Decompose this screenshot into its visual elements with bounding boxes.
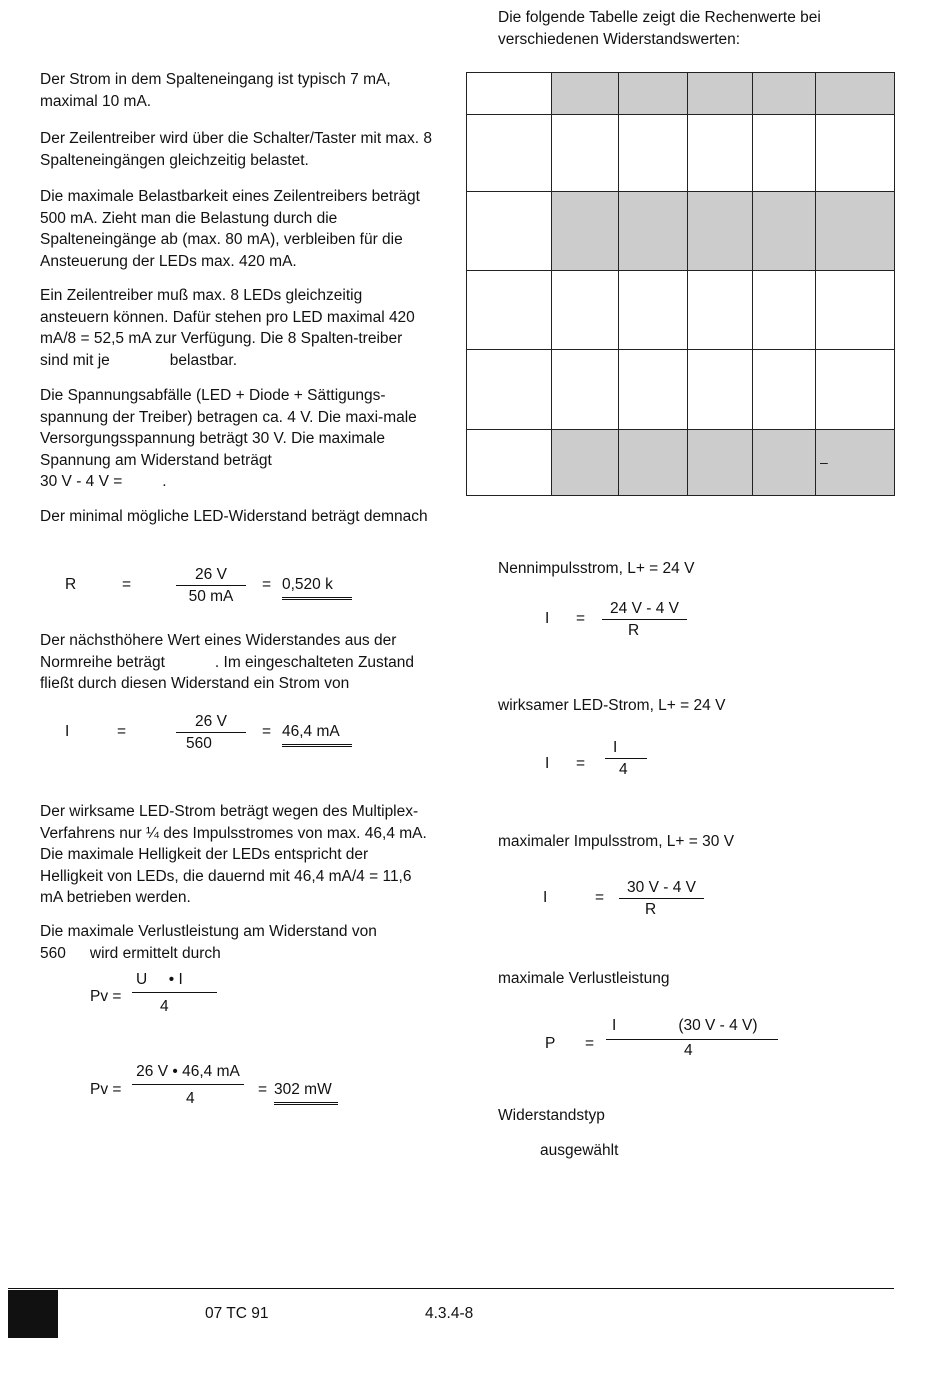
formula-r4-denominator: 4 [684, 1042, 693, 1059]
table-cell [552, 350, 619, 430]
table-cell-dash: – [816, 430, 895, 496]
formula-r-equals: = [122, 576, 132, 593]
table-cell [688, 73, 753, 115]
paragraph-next-value-tail: . Im eingeschalteten Zustand fließt durch diesen Widerstand ein Strom von [40, 653, 414, 692]
resistance-table [466, 72, 895, 496]
formula-pv-numerator: U • I [136, 971, 183, 988]
formula-pv-lhs: Pv = [90, 988, 122, 1005]
formula-r3-numerator: 30 V - 4 V [627, 879, 696, 896]
paragraph-voltage-drops-text: Die Spannungsabfälle (LED + Diode + Sättigungs-spannung der Treiber) betragen ca. 4 V. Die maxi-male Versorgungsspannung beträgt 30 V. Die maximale Spannung am Widerstand beträgt [40, 387, 417, 469]
table-cell [467, 115, 552, 192]
heading-max-power-loss: maximale Verlustleistung [498, 970, 670, 987]
table-cell [688, 430, 753, 496]
table-cell [816, 73, 895, 115]
table-cell [753, 73, 816, 115]
table-cell [688, 350, 753, 430]
formula-r2-equals: = [576, 755, 586, 772]
table-cell [552, 115, 619, 192]
formula-r1-denominator: R [628, 622, 640, 639]
table-cell [753, 430, 816, 496]
formula-r3-fraction [619, 878, 704, 919]
table-cell [619, 192, 688, 271]
table-cell [753, 271, 816, 350]
formula-r2-denominator: 4 [619, 761, 628, 778]
table-cell [552, 271, 619, 350]
formula-r4-numerator [606, 1016, 778, 1035]
formula-r-lhs: R [65, 576, 77, 593]
formula-i-denominator: 560 [186, 735, 212, 752]
table-cell [816, 115, 895, 192]
table-cell [619, 430, 688, 496]
heading-nominal-pulse-current: Nennimpulsstrom, L+ = 24 V [498, 560, 695, 577]
formula-r1-lhs: I [545, 610, 550, 627]
voltage-calc-end: . [162, 473, 167, 490]
table-cell [619, 115, 688, 192]
heading-max-pulse-current: maximaler Impulsstrom, L+ = 30 V [498, 833, 735, 850]
fraction-bar [605, 758, 647, 759]
formula-i-equals: = [117, 723, 127, 740]
formula-r3-lhs: I [543, 889, 548, 906]
fraction-bar [602, 619, 687, 620]
table-row [467, 192, 895, 271]
table-row [467, 350, 895, 430]
table-cell [816, 350, 895, 430]
paragraph-next-value [40, 630, 435, 695]
formula-r4-lhs: P [545, 1035, 556, 1052]
paragraph-power-loss-tail: wird ermittelt durch [89, 944, 221, 962]
table-cell [552, 192, 619, 271]
formula-pv2-numerator: 26 V • 46,4 mA [136, 1063, 240, 1080]
fraction-bar [619, 898, 704, 899]
table-cell [688, 115, 753, 192]
heading-resistor-type: Widerstandstyp [498, 1107, 605, 1124]
table-cell [619, 73, 688, 115]
table-row [467, 271, 895, 350]
formula-pv2-equals: = [258, 1081, 268, 1098]
formula-r3-equals: = [595, 889, 605, 906]
formula-i-fraction [176, 712, 246, 753]
table-cell [816, 192, 895, 271]
paragraph-column-current: Der Strom in dem Spalteneingang ist typisch 7 mA, maximal 10 mA. [40, 71, 391, 110]
formula-pv2-result-value: 302 mW [274, 1079, 338, 1105]
fraction-bar [132, 1084, 244, 1085]
paragraph-power-loss [40, 921, 435, 964]
table-cell [467, 271, 552, 350]
table-cell [619, 271, 688, 350]
formula-r4-numerator-i: I [612, 1017, 617, 1034]
formula-i-result-value: 46,4 mA [282, 721, 352, 747]
paragraph-led-current-text: Ein Zeilentreiber muß max. 8 LEDs gleichzeitig ansteuern können. Dafür stehen pro LED maximal 420 mA/8 = 52,5 mA zur Verfügung. Die 8 Spalten-treiber sind mit je [40, 287, 415, 369]
formula-r1-equals: = [576, 610, 586, 627]
formula-pv2-denominator: 4 [186, 1090, 195, 1107]
formula-pv2-fraction [132, 1062, 244, 1108]
footer-doc-id: 07 TC 91 [205, 1305, 269, 1322]
formula-pv2-lhs: Pv = [90, 1081, 122, 1098]
formula-r-equals-2: = [262, 576, 272, 593]
formula-r-fraction [176, 565, 246, 606]
paragraph-voltage-drops [40, 385, 435, 493]
heading-effective-led-current: wirksamer LED-Strom, L+ = 24 V [498, 697, 726, 714]
formula-r2-fraction [605, 738, 647, 779]
table-cell [816, 271, 895, 350]
formula-i-result [282, 721, 352, 747]
formula-pv-fraction [132, 970, 217, 1016]
formula-pv2-result [274, 1079, 338, 1105]
table-cell [552, 430, 619, 496]
formula-r2-numerator: I [613, 739, 618, 756]
table-cell [753, 115, 816, 192]
paragraph-multiplex: Der wirksame LED-Strom beträgt wegen des Multiplex-Verfahrens nur ¼ des Impulsstromes von max. 46,4 mA. Die maximale Helligkeit der LEDs entspricht der Helligkeit von LEDs, die dauernd mit 46,4 mA/4 = 11,6 mA betrieben werden. [40, 803, 427, 906]
table-cell [688, 192, 753, 271]
table-cell [753, 350, 816, 430]
fraction-bar [132, 992, 217, 993]
paragraph-led-current [40, 285, 435, 371]
formula-r-numerator: 26 V [195, 566, 227, 583]
table-cell [688, 271, 753, 350]
formula-r4-numerator-voltage: (30 V - 4 V) [678, 1017, 758, 1034]
paragraph-power-loss-text: Die maximale Verlustleistung am Widerstand von [40, 923, 377, 940]
paragraph-max-load: Die maximale Belastbarkeit eines Zeilentreibers beträgt 500 mA. Zieht man die Belastung durch die Spalteneingänge ab (max. 80 mA), verbleiben für die Ansteuerung der LEDs max. 420 mA. [40, 188, 420, 270]
paragraph-row-driver-load: Der Zeilentreiber wird über die Schalter/Taster mit max. 8 Spalteneingängen gleichzeitig belastet. [40, 130, 432, 169]
table-cell [619, 350, 688, 430]
fraction-bar [176, 585, 246, 586]
table-row [467, 115, 895, 192]
table-row [467, 73, 895, 115]
label-selected: ausgewählt [540, 1142, 619, 1159]
table-row [467, 430, 895, 496]
table-cell [552, 73, 619, 115]
paragraph-power-loss-value: 560 [40, 944, 66, 962]
fraction-bar [176, 732, 246, 733]
table-cell [467, 430, 552, 496]
paragraph-next-value-text: Der nächsthöhere Wert eines Widerstandes aus der Normreihe beträgt [40, 632, 397, 671]
formula-i-equals-2: = [262, 723, 272, 740]
footer-marker [8, 1290, 58, 1338]
formula-r1-fraction [602, 599, 687, 640]
table-intro-text: Die folgende Tabelle zeigt die Rechenwerte bei verschiedenen Widerstandswerten: [498, 9, 821, 48]
table-cell [467, 192, 552, 271]
fraction-bar [606, 1039, 778, 1040]
paragraph-led-current-tail: belastbar. [169, 351, 237, 369]
formula-i-lhs: I [65, 723, 70, 740]
footer-rule [8, 1288, 894, 1289]
formula-r4-fraction [606, 1016, 778, 1060]
voltage-calc-text: 30 V - 4 V = [40, 473, 123, 490]
table-cell [467, 350, 552, 430]
formula-r-result [282, 574, 352, 600]
formula-r1-numerator: 24 V - 4 V [610, 600, 679, 617]
table-cell [753, 192, 816, 271]
formula-r-denominator: 50 mA [188, 588, 234, 605]
formula-r-result-value: 0,520 k [282, 574, 352, 600]
formula-r2-lhs: I [545, 755, 550, 772]
formula-r3-denominator: R [645, 901, 657, 918]
paragraph-min-resistance: Der minimal mögliche LED-Widerstand beträgt demnach [40, 508, 428, 525]
footer-page-number: 4.3.4-8 [425, 1305, 474, 1322]
formula-pv-denominator: 4 [160, 998, 169, 1015]
formula-r4-equals: = [585, 1035, 595, 1052]
table-cell [467, 73, 552, 115]
formula-i-numerator: 26 V [195, 713, 227, 730]
